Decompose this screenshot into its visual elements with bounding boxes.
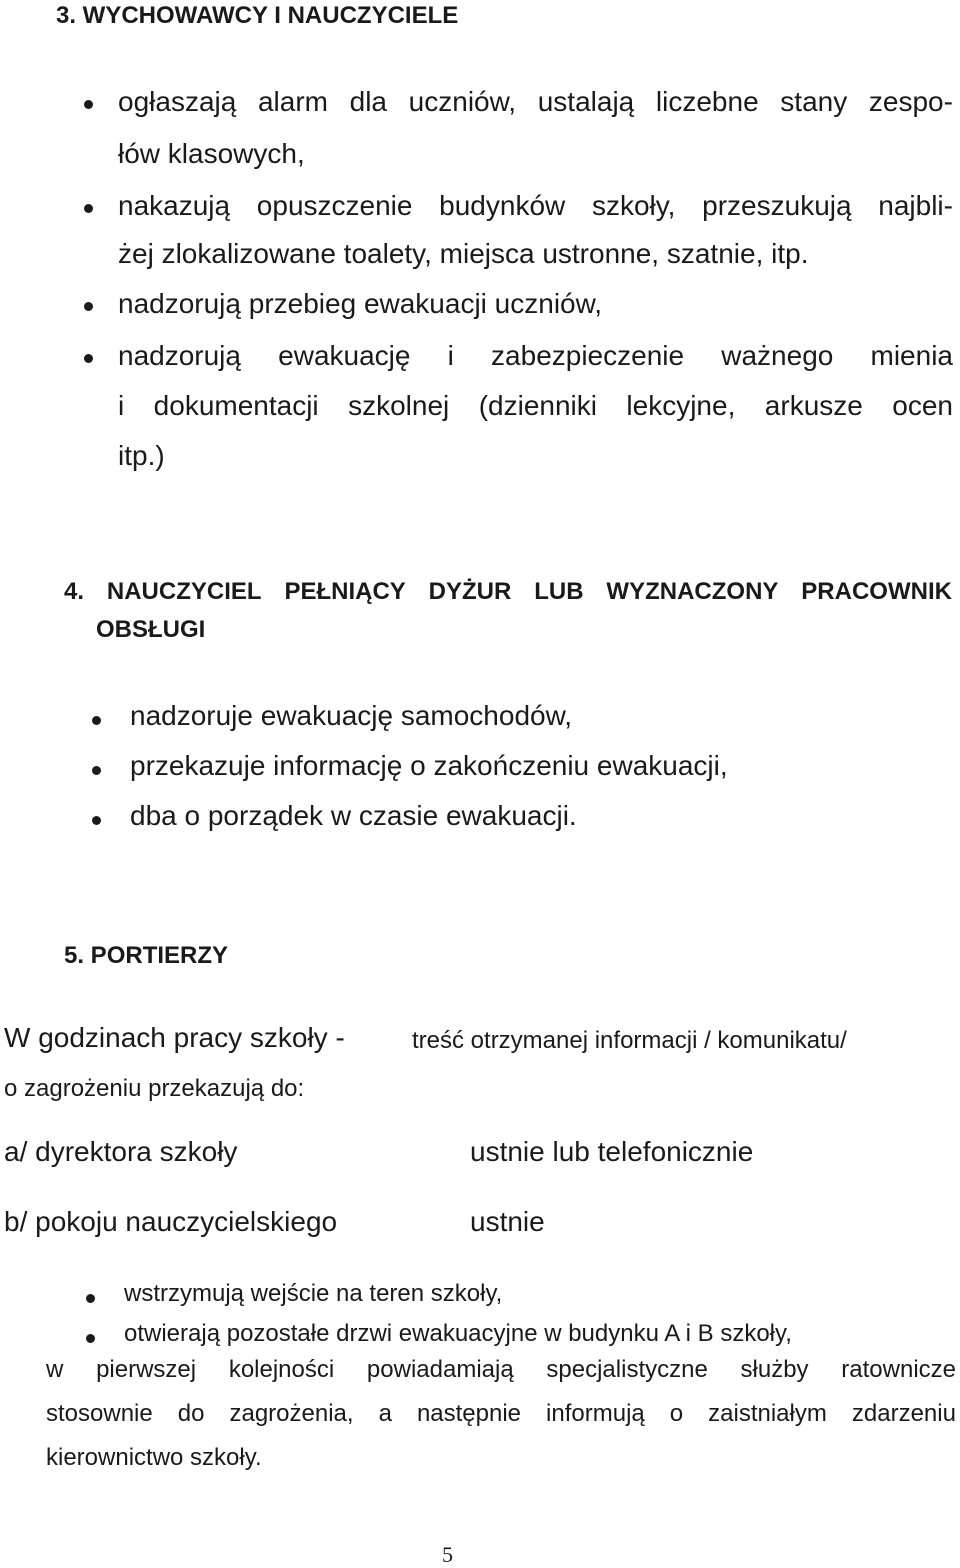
section-5-paragraph-line-3: kierownictwo szkoły. [46, 1444, 262, 1471]
section-4-heading-line-2: OBSŁUGI [96, 616, 206, 643]
section-3-item-2-line-2: żej zlokalizowane toalety, miejsca ustronne, szatnie, itp. [118, 238, 809, 269]
recipient-a-method: ustnie lub telefonicznie [470, 1136, 754, 1167]
section-3-item-1-line-2: łów klasowych, [118, 138, 305, 169]
section-5-intro-small: treść otrzymanej informacji / komunikatu/ [412, 1027, 847, 1054]
bullet-icon [84, 100, 93, 109]
section-4-item-3: dba o porządek w czasie ewakuacji. [130, 800, 577, 831]
bullet-icon [86, 1294, 95, 1303]
bullet-icon [84, 302, 93, 311]
bullet-icon [86, 1334, 95, 1343]
section-3-heading: 3. WYCHOWAWCY I NAUCZYCIELE [56, 2, 459, 29]
section-3-item-4-line-1: nadzorują ewakuację i zabezpieczenie ważnego mienia [118, 340, 953, 371]
bullet-icon [92, 766, 101, 775]
section-5-item-1: wstrzymują wejście na teren szkoły, [124, 1280, 503, 1307]
section-5-paragraph-line-2: stosownie do zagrożenia, a następnie informują o zaistniałym zdarzeniu [46, 1400, 956, 1427]
recipient-a: a/ dyrektora szkoły [4, 1136, 238, 1167]
section-5-paragraph-line-1: w pierwszej kolejności powiadamiają specjalistyczne służby ratownicze [46, 1356, 956, 1383]
bullet-icon [84, 354, 93, 363]
recipient-b-method: ustnie [470, 1206, 545, 1237]
section-3-item-4-line-3: itp.) [118, 440, 165, 471]
section-5-heading: 5. PORTIERZY [64, 942, 229, 969]
section-5-intro-large: W godzinach pracy szkoły - [4, 1022, 345, 1053]
bullet-icon [92, 816, 101, 825]
section-3-item-2-line-1: nakazują opuszczenie budynków szkoły, przeszukują najbli- [118, 190, 953, 221]
bullet-icon [84, 204, 93, 213]
section-3-item-1-line-1: ogłaszają alarm dla uczniów, ustalają liczebne stany zespo- [118, 86, 953, 117]
page-number: 5 [442, 1542, 453, 1567]
section-4-item-1: nadzoruje ewakuację samochodów, [130, 700, 573, 731]
section-5-item-2: otwierają pozostałe drzwi ewakuacyjne w budynku A i B szkoły, [124, 1320, 792, 1347]
section-5-intro-line-2: o zagrożeniu przekazują do: [4, 1075, 305, 1102]
bullet-icon [92, 716, 101, 725]
recipient-b: b/ pokoju nauczycielskiego [4, 1206, 338, 1237]
section-3-item-3-line-1: nadzorują przebieg ewakuacji uczniów, [118, 288, 603, 319]
section-3-item-4-line-2: i dokumentacji szkolnej (dzienniki lekcyjne, arkusze ocen [118, 390, 953, 421]
section-4-item-2: przekazuje informację o zakończeniu ewakuacji, [130, 750, 728, 781]
section-4-heading: 4. NAUCZYCIEL PEŁNIĄCY DYŻUR LUB WYZNACZONY PRACOWNIK [64, 578, 952, 605]
